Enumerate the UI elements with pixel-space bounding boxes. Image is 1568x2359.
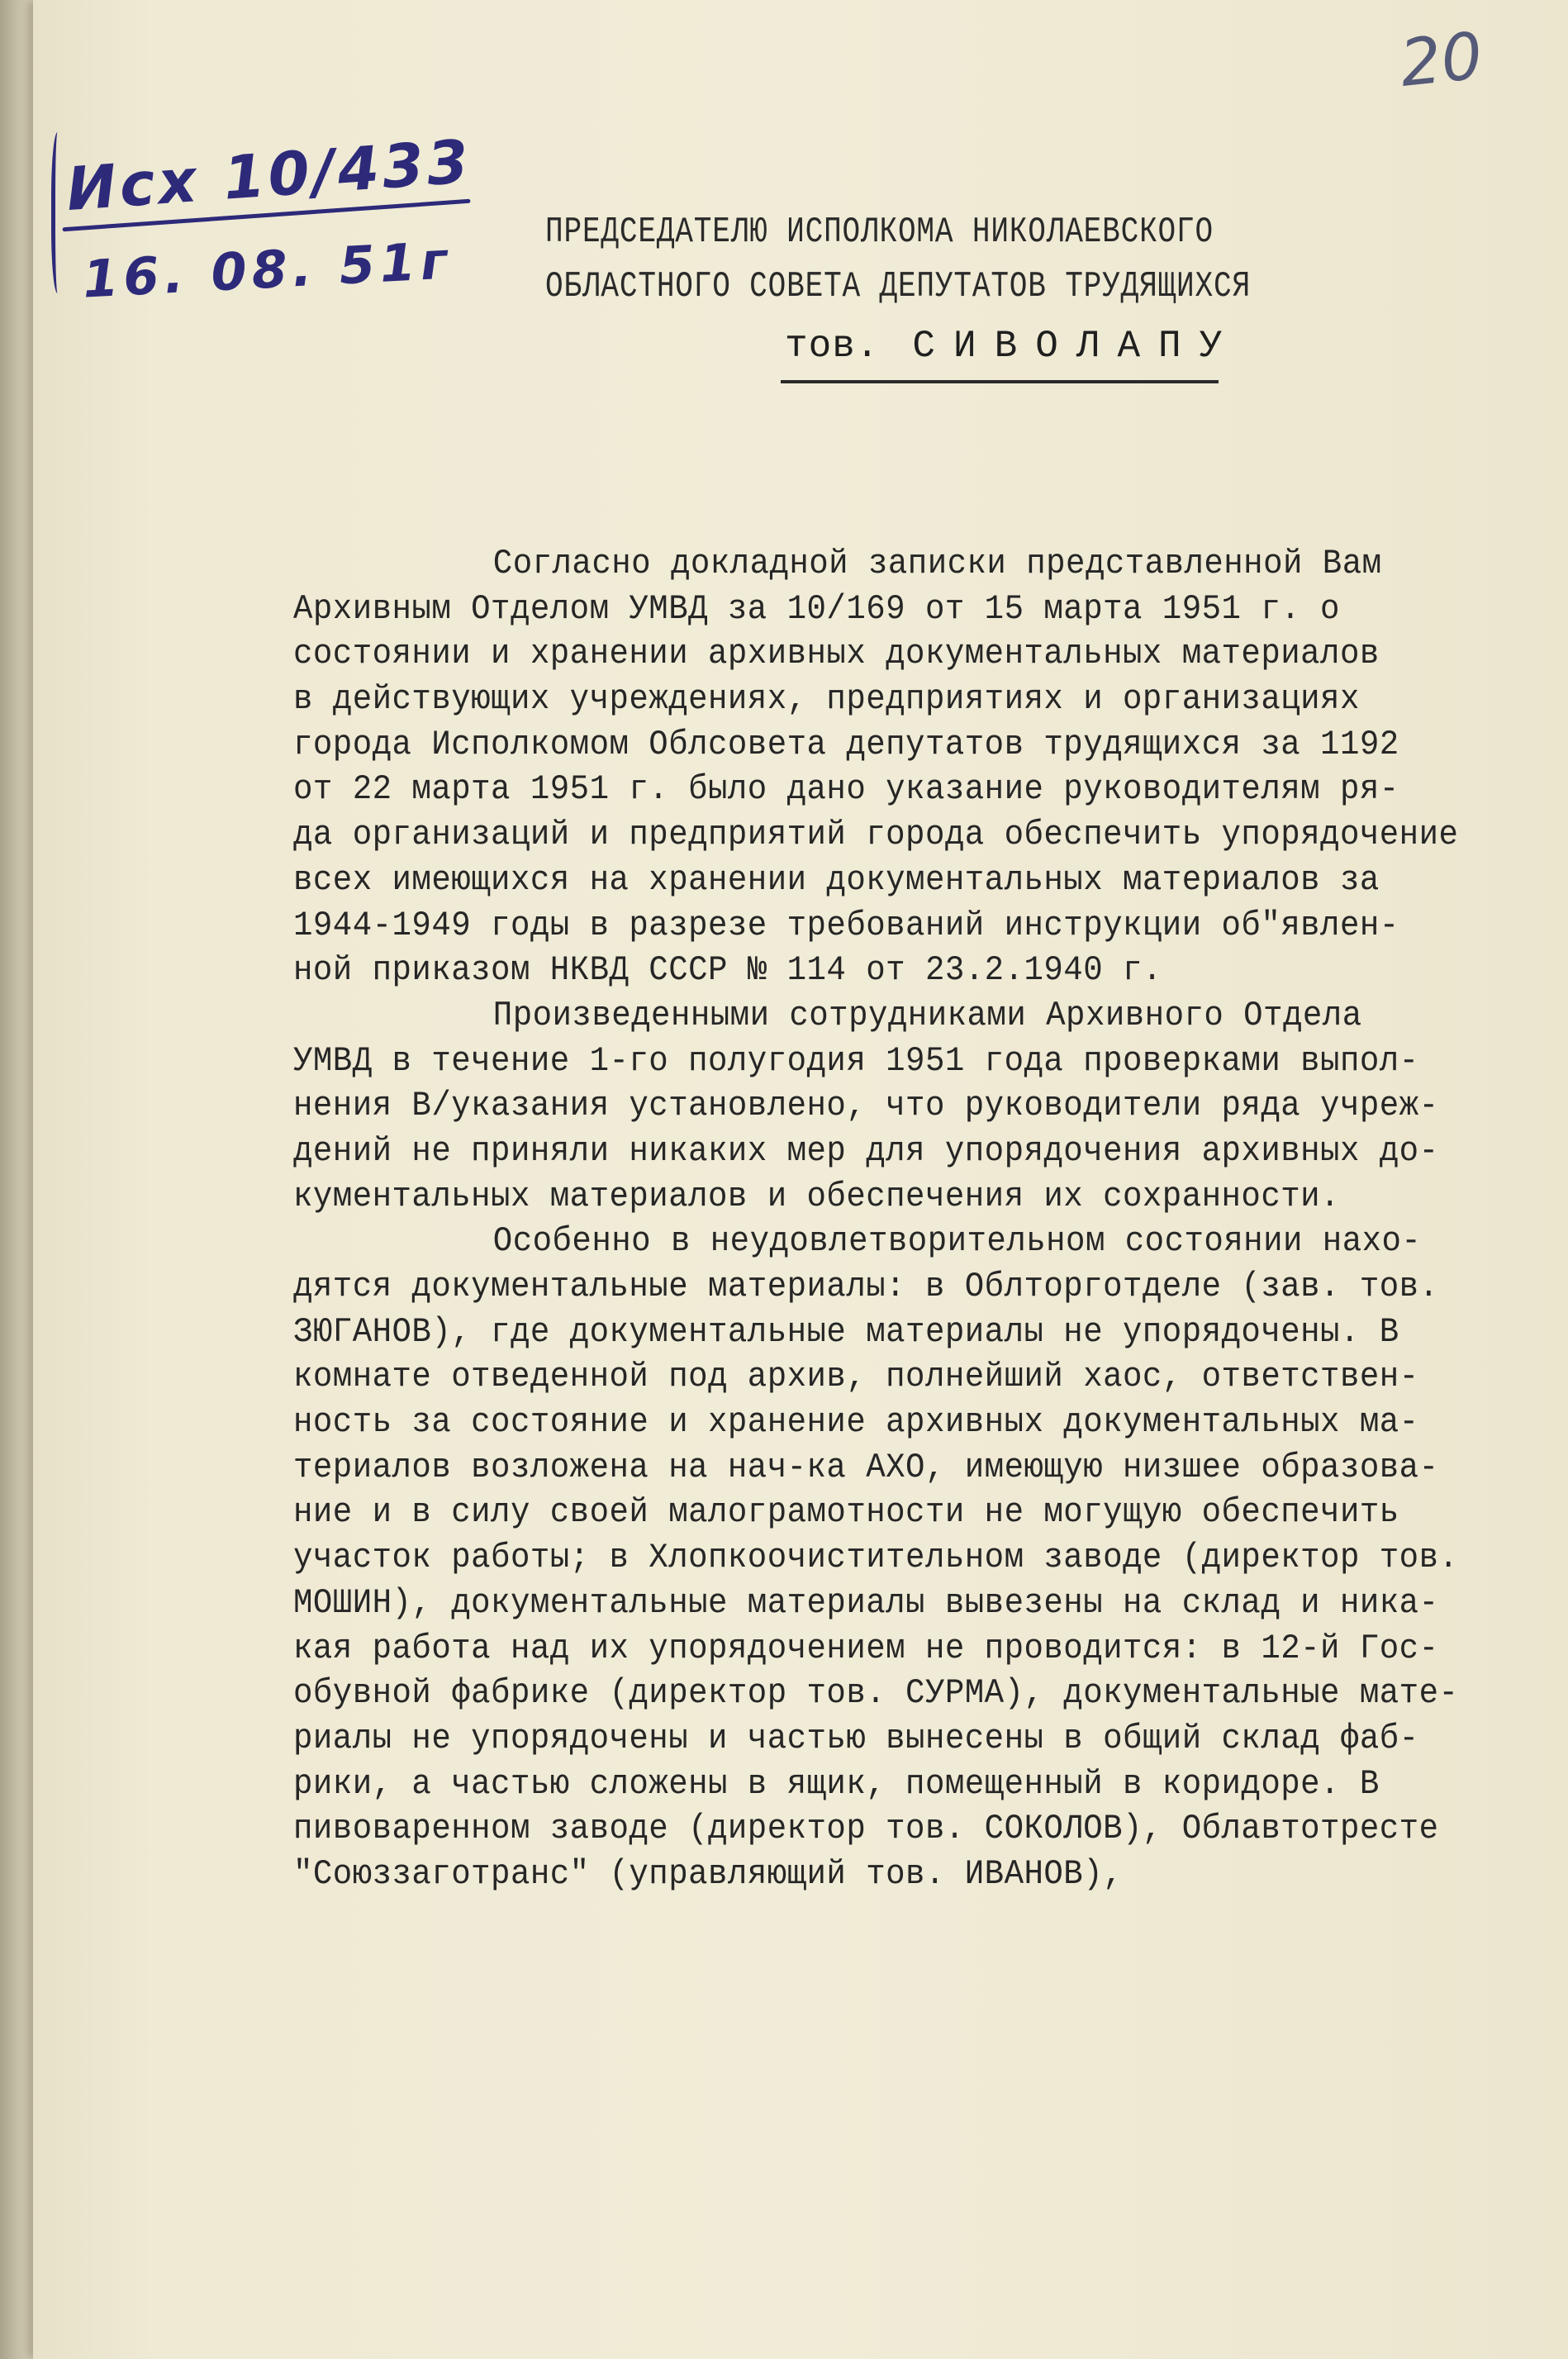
body-line: пивоваренном заводе (директор тов. СОКОЛОВ), Облавтотресте — [293, 1809, 1439, 1849]
addressee-title: тов. — [785, 325, 880, 368]
body-line: рики, а частью сложены в ящик, помещенный в коридоре. В — [293, 1763, 1380, 1804]
body-line: риалы не упорядочены и частью вынесены в общий склад фаб- — [293, 1718, 1419, 1758]
body-line: обувной фабрике (директор тов. СУРМА), документальные мате- — [293, 1673, 1459, 1714]
body-line: Произведенными сотрудниками Архивного Отдела — [492, 995, 1362, 1035]
body-line: комнате отведенной под архив, полнейший хаос, ответствен- — [293, 1357, 1419, 1397]
addressee-line-1: ПРЕДСЕДАТЕЛЮ ИСПОЛКОМА НИКОЛАЕВСКОГО — [545, 212, 1214, 253]
body-line: териалов возложена на нач-ка АХО, имеющую низшее образова- — [293, 1447, 1439, 1487]
body-line: в действующих учреждениях, предприятиях и организациях — [293, 679, 1360, 720]
body-line: да организаций и предприятий города обеспечить упорядочение — [293, 815, 1459, 855]
body-line: ность за состояние и хранение архивных документальных ма- — [293, 1402, 1419, 1443]
body-line: Архивным Отделом УМВД за 10/169 от 15 марта 1951 г. о — [293, 588, 1340, 629]
body-line: МОШИН), документальные материалы вывезены на склад и ника- — [293, 1582, 1439, 1623]
addressee-block — [545, 205, 1251, 314]
body-line: дений не приняли никаких мер для упорядочения архивных до- — [293, 1130, 1439, 1171]
body-line: всех имеющихся на хранении документальных материалов за — [293, 859, 1380, 900]
outgoing-number: Исх 10/433 — [64, 126, 474, 225]
body-line: дятся документальные материалы: в Облторготделе (зав. тов. — [293, 1267, 1439, 1306]
body-line: участок работы; в Хлопкоочистительном заводе (директор тов. — [293, 1538, 1459, 1578]
body-line: города Исполкомом Облсовета депутатов трудящихся за 1192 — [293, 724, 1399, 764]
body-line: от 22 марта 1951 г. было дано указание руководителям ря- — [293, 769, 1399, 810]
addressee-surname: СИВОЛАПУ — [912, 325, 1241, 368]
addressee-underline — [781, 380, 1219, 383]
body-line: 1944-1949 годы в разрезе требований инструкции об"явлен- — [293, 905, 1399, 945]
addressee-name — [785, 325, 1240, 368]
page-edge — [0, 0, 33, 2359]
body-line: кая работа над их упорядочением не проводится: в 12-й Гос- — [293, 1628, 1439, 1668]
body-line: "Союззаготранс" (управляющий тов. ИВАНОВ), — [293, 1853, 1124, 1894]
page-number: 20 — [1396, 19, 1486, 102]
body-line: УМВД в течение 1-го полугодия 1951 года проверками выпол- — [293, 1040, 1419, 1081]
body-line: состоянии и хранении архивных документальных материалов — [293, 634, 1380, 674]
addressee-line-2: ОБЛАСТНОГО СОВЕТА ДЕПУТАТОВ ТРУДЯЩИХСЯ — [545, 266, 1251, 307]
body-line: Особенно в неудовлетворительном состоянии нахо- — [492, 1221, 1422, 1262]
body-line: нения В/указания установлено, что руководители ряда учреж- — [293, 1086, 1439, 1126]
outgoing-date: 16. 08. 51г — [81, 230, 454, 310]
body-line: ние и в силу своей малограмотности не могущую обеспечить — [293, 1492, 1399, 1533]
body-line: Согласно докладной записки представленной Вам — [492, 544, 1382, 583]
letter-body — [293, 541, 1532, 1897]
body-line: ной приказом НКВД СССР № 114 от 23.2.1940 г. — [293, 950, 1162, 991]
body-line: ЗЮГАНОВ), где документальные материалы не упорядочены. В — [293, 1311, 1399, 1352]
document-page — [33, 0, 1568, 2359]
body-line: кументальных материалов и обеспечения их сохранности. — [293, 1176, 1340, 1216]
